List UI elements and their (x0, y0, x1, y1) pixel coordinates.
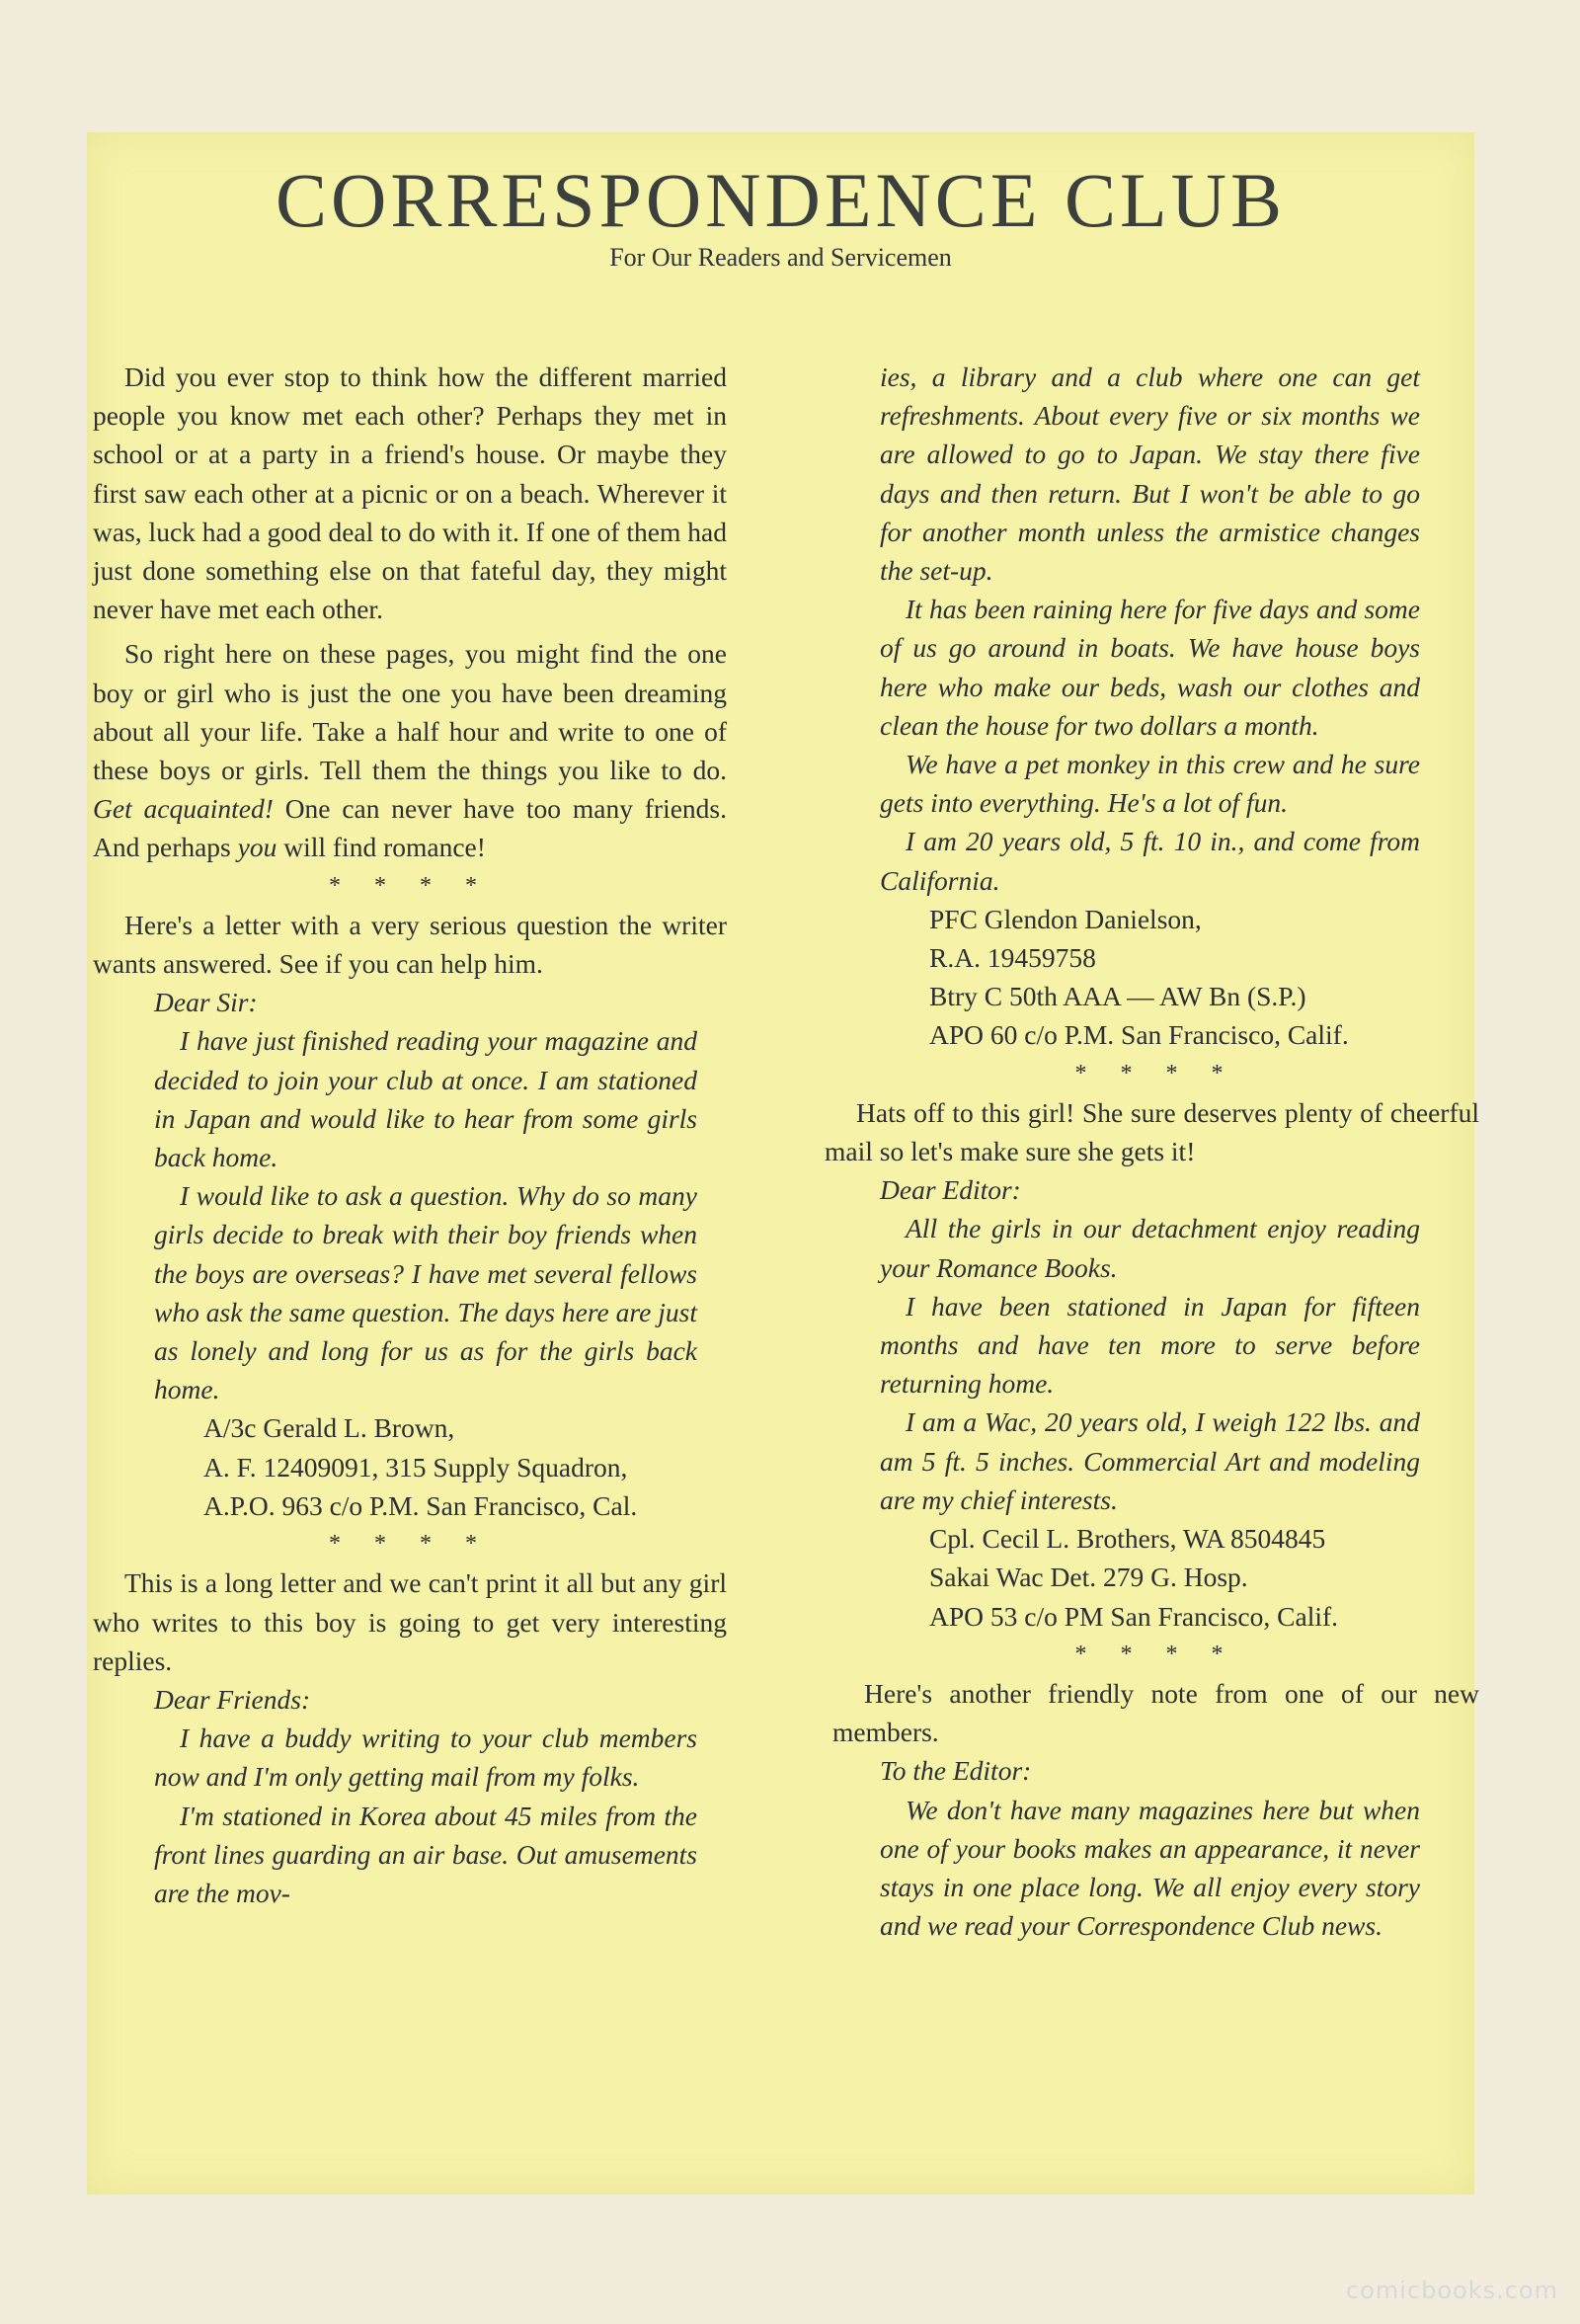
letter-signature-address: Sakai Wac Det. 279 G. Hosp. (929, 1562, 1248, 1593)
letter-danielson (93, 1680, 727, 1912)
letter-signature-address: A. F. 12409091, 315 Supply Squadron, (203, 1451, 628, 1483)
intro-paragraph-1: Did you ever stop to think how the different married people you know met each other? Perhaps they met in school or at a party in a friend's house. Or maybe they first saw each other at a picnic or on a beach. Wherever it was, luck had a good deal to do with it. If one of them had just done something else on that fateful day, they might never have met each other. (93, 361, 727, 625)
lead-paragraph-3: Hats off to this girl! She sure deserves plenty of cheerful mail so let's make sure she gets it! (825, 1096, 1479, 1167)
separator-stars: * * * * (329, 872, 491, 899)
page-subtitle: For Our Readers and Servicemen (609, 243, 952, 272)
separator-stars: * * * * (329, 1531, 491, 1558)
page-title: CORRESPONDENCE CLUB (276, 157, 1286, 243)
letter-paragraph: All the girls in our detachment enjoy reading your Romance Books. (880, 1213, 1420, 1283)
letter-paragraph: I have been stationed in Japan for fifteen months and have ten more to serve before returning home. (880, 1290, 1420, 1400)
letter-paragraph: I am 20 years old, 5 ft. 10 in., and come from California. (880, 826, 1420, 896)
letter-to-editor (832, 1751, 1479, 1945)
letter-paragraph: We don't have many magazines here but when one of your books makes an appearance, it never stays in one place long. We all enjoy every story and we read your Correspondence Club news. (880, 1794, 1420, 1942)
letter-salutation: Dear Sir: (154, 987, 258, 1018)
letter-paragraph: It has been raining here for five days and some of us go around in boats. We have house boys here who make our beds, wash our clothes and clean the house for two dollars a month. (880, 594, 1420, 741)
letter-signature-name: A/3c Gerald L. Brown, (203, 1412, 455, 1444)
lead-paragraph-1: Here's a letter with a very serious question the writer wants answered. See if you can help him. (93, 909, 727, 980)
letter-paragraph: I have a buddy writing to your club members now and I'm only getting mail from my folks. (154, 1723, 697, 1793)
letter-signature-address: A.P.O. 963 c/o P.M. San Francisco, Cal. (203, 1489, 638, 1521)
letter-salutation: Dear Editor: (880, 1174, 1021, 1206)
page-panel (87, 132, 1479, 2195)
letter-brothers (832, 1170, 1479, 1635)
separator-stars: * * * * (1074, 1060, 1237, 1086)
lead-paragraph-2: This is a long letter and we can't print it all but any girl who writes to this boy is going to get very interesting replies. (93, 1567, 727, 1676)
letter-signature-address: Btry C 50th AAA — AW Bn (S.P.) (929, 981, 1306, 1012)
letter-paragraph: I'm stationed in Korea about 45 miles from the front lines guarding an air base. Out amusements are the mov- (154, 1800, 697, 1908)
left-column (93, 358, 727, 1912)
separator-stars: * * * * (1074, 1641, 1237, 1667)
letter-signature-address: R.A. 19459758 (929, 942, 1096, 974)
letter-signature-name: Cpl. Cecil L. Brothers, WA 8504845 (929, 1523, 1326, 1555)
letter-paragraph: We have a pet monkey in this crew and he sure gets into everything. He's a lot of fun. (880, 749, 1420, 819)
letter-danielson-continued (832, 358, 1479, 1055)
letter-signature-name: PFC Glendon Danielson, (929, 903, 1202, 934)
letter-brown (93, 983, 727, 1525)
letter-signature-address: APO 53 c/o PM San Francisco, Calif. (929, 1600, 1339, 1632)
letter-paragraph: ies, a library and a club where one can get refreshments. About every five or six months we are allowed to go to Japan. We stay there five days and then return. But I won't be able to go for another month unless the armistice changes the set-up. (880, 361, 1420, 587)
letter-paragraph: I would like to ask a question. Why do so many girls decide to break with their boy friends when the boys are overseas? I have met several fellows who ask the same question. The days here are just as lonely and long for us as for the girls back home. (154, 1180, 697, 1405)
right-column (825, 358, 1479, 1945)
lead-paragraph-4: Here's another friendly note from one of our new members. (832, 1677, 1479, 1748)
intro-paragraph-2: So right here on these pages, you might find the one boy or girl who is just the one you have been dreaming about all your life. Take a half hour and write to one of these boys or girls. Tell them the things you like to do. Get acquainted! One can never have too many friends. And perhaps you will find romance! (93, 638, 727, 863)
letter-salutation: Dear Friends: (154, 1683, 311, 1715)
letter-paragraph: I have just finished reading your magazine and decided to join your club at once. I am stationed in Japan and would like to hear from some girls back home. (154, 1025, 697, 1173)
letter-paragraph: I am a Wac, 20 years old, I weigh 122 lbs. and am 5 ft. 5 inches. Commercial Art and modeling are my chief interests. (880, 1406, 1420, 1515)
letter-salutation: To the Editor: (880, 1755, 1032, 1787)
letter-signature-address: APO 60 c/o P.M. San Francisco, Calif. (929, 1019, 1349, 1051)
source-watermark: comicbooks.com (1345, 2277, 1558, 2304)
